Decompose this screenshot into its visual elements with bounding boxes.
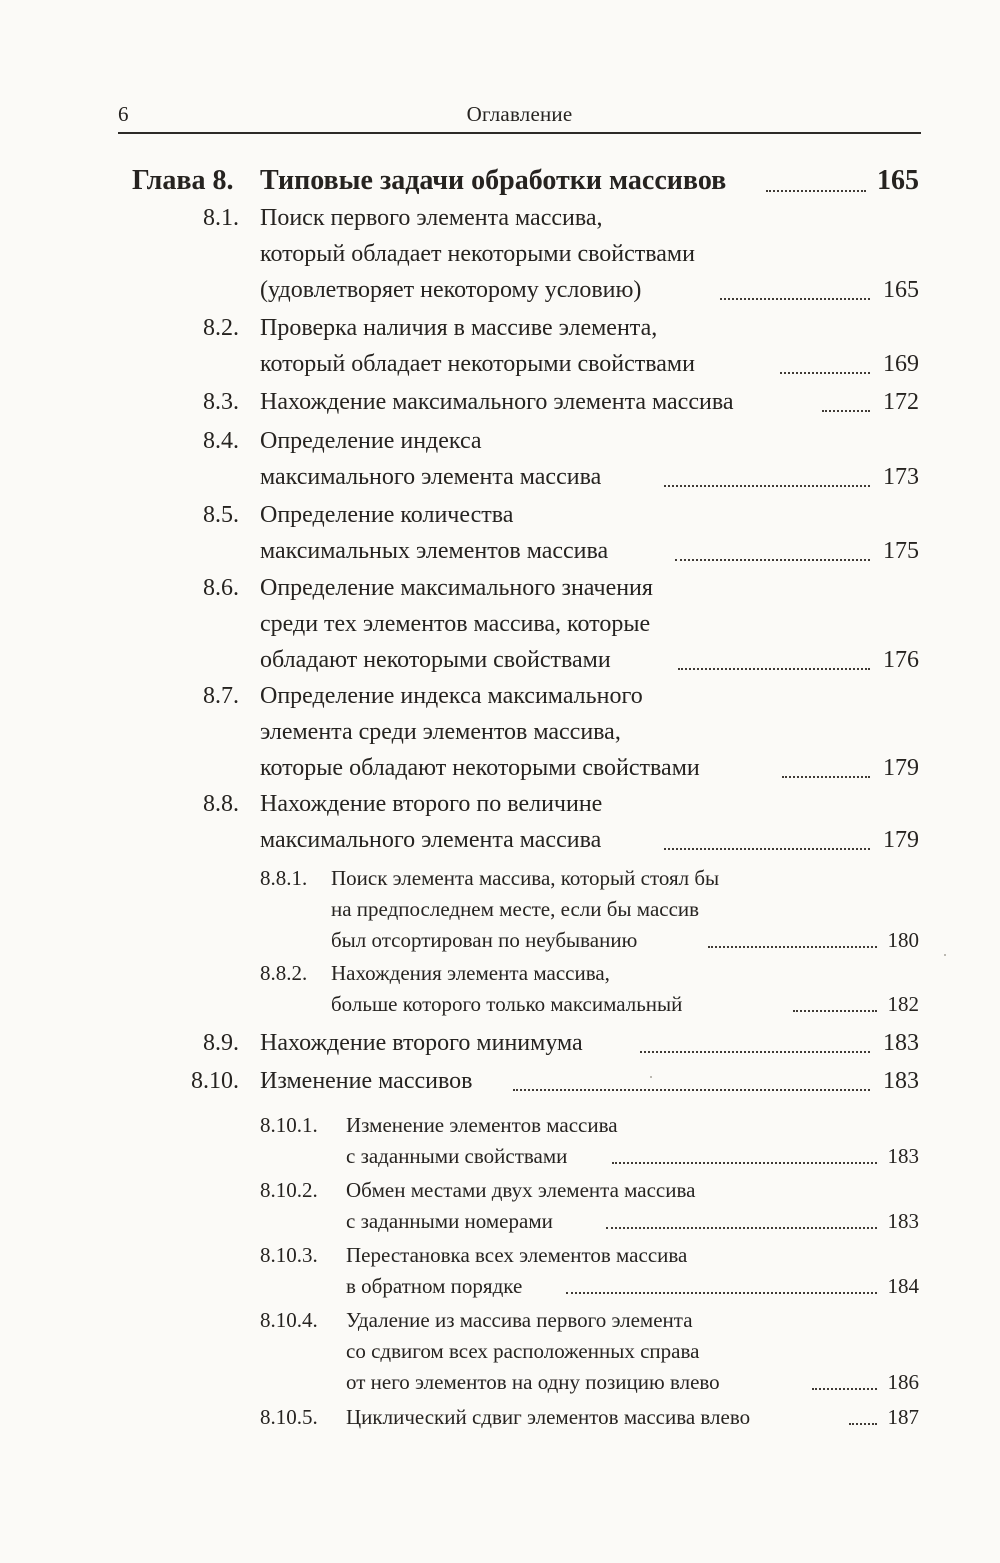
entry-page: 183 bbox=[883, 1030, 919, 1056]
toc-entry-8-10-5[interactable] bbox=[0, 1405, 1000, 1435]
entry-number: 8.10.5. bbox=[260, 1405, 318, 1429]
entry-line: максимального элемента массива bbox=[260, 464, 602, 490]
entry-page: 180 bbox=[887, 928, 919, 952]
entry-line: Определение индекса bbox=[260, 428, 482, 454]
entry-number: 8.4. bbox=[203, 428, 239, 454]
entry-line: который обладает некоторыми свойствами bbox=[260, 351, 695, 377]
entry-line: Определение индекса максимального bbox=[260, 683, 643, 709]
entry-number: 8.7. bbox=[203, 683, 239, 709]
toc-entry-8-5[interactable] bbox=[0, 502, 1000, 572]
toc-entry-8-10[interactable] bbox=[0, 1068, 1000, 1102]
toc-entry-8-8-1[interactable] bbox=[0, 866, 1000, 958]
toc-entry-8-2[interactable] bbox=[0, 315, 1000, 385]
entry-leader bbox=[822, 410, 870, 412]
entry-page: 176 bbox=[883, 647, 919, 673]
entry-leader bbox=[782, 776, 870, 778]
entry-line: Изменение массивов bbox=[260, 1068, 473, 1094]
entry-page: 184 bbox=[887, 1274, 919, 1298]
entry-number: 8.3. bbox=[203, 389, 239, 415]
toc-entry-8-8-2[interactable] bbox=[0, 961, 1000, 1021]
entry-leader bbox=[566, 1292, 877, 1294]
entry-leader bbox=[664, 848, 870, 850]
entry-leader bbox=[664, 485, 870, 487]
entry-number: 8.8.2. bbox=[260, 961, 308, 985]
toc-entry-8-10-4[interactable] bbox=[0, 1308, 1000, 1400]
toc-entry-8-6[interactable] bbox=[0, 575, 1000, 680]
entry-line: от него элементов на одну позицию влево bbox=[346, 1370, 720, 1394]
page-number: 6 bbox=[118, 102, 129, 126]
entry-line: в обратном порядке bbox=[346, 1274, 523, 1298]
entry-line: среди тех элементов массива, которые bbox=[260, 611, 651, 637]
entry-number: 8.9. bbox=[203, 1030, 239, 1056]
paper-speck bbox=[944, 954, 946, 956]
entry-page: 169 bbox=[883, 351, 919, 377]
entry-number: 8.10. bbox=[191, 1068, 239, 1094]
entry-line: Удаление из массива первого элемента bbox=[346, 1308, 693, 1332]
entry-line: больше которого только максимальный bbox=[331, 992, 683, 1016]
entry-page: 179 bbox=[883, 755, 919, 781]
chapter-label: Глава 8. bbox=[132, 165, 234, 196]
toc-entry-8-7[interactable] bbox=[0, 683, 1000, 788]
paper-speck bbox=[650, 1076, 652, 1078]
toc-entry-8-9[interactable] bbox=[0, 1030, 1000, 1064]
entry-leader bbox=[708, 946, 877, 948]
entry-page: 187 bbox=[887, 1405, 919, 1429]
entry-number: 8.10.2. bbox=[260, 1178, 318, 1202]
entry-line: максимального элемента массива bbox=[260, 827, 602, 853]
entry-line: обладают некоторыми свойствами bbox=[260, 647, 611, 673]
entry-line: Изменение элементов массива bbox=[346, 1113, 618, 1137]
entry-page: 165 bbox=[883, 277, 919, 303]
entry-page: 172 bbox=[883, 389, 919, 415]
toc-entry-8-10-3[interactable] bbox=[0, 1243, 1000, 1303]
entry-line: Циклический сдвиг элементов массива влево bbox=[346, 1405, 751, 1429]
entry-leader bbox=[612, 1162, 877, 1164]
toc-entry-8-8[interactable] bbox=[0, 791, 1000, 861]
entry-line: Проверка наличия в массиве элемента, bbox=[260, 315, 658, 341]
entry-leader bbox=[675, 559, 870, 561]
toc-entry-8-10-1[interactable] bbox=[0, 1113, 1000, 1173]
entry-page: 183 bbox=[887, 1144, 919, 1168]
running-head: Оглавление bbox=[466, 102, 573, 126]
toc-entry-8-10-2[interactable] bbox=[0, 1178, 1000, 1238]
entry-page: 183 bbox=[883, 1068, 919, 1094]
entry-number: 8.10.3. bbox=[260, 1243, 318, 1267]
entry-number: 8.8.1. bbox=[260, 866, 308, 890]
entry-page: 179 bbox=[883, 827, 919, 853]
entry-line: Определение максимального значения bbox=[260, 575, 653, 601]
entry-number: 8.1. bbox=[203, 205, 239, 231]
entry-page: 183 bbox=[887, 1209, 919, 1233]
toc-entry-8-4[interactable] bbox=[0, 428, 1000, 498]
entry-number: 8.10.1. bbox=[260, 1113, 318, 1137]
entry-page: 186 bbox=[887, 1370, 919, 1394]
entry-line: Поиск первого элемента массива, bbox=[260, 205, 603, 231]
entry-line: с заданными свойствами bbox=[346, 1144, 568, 1168]
chapter-leader bbox=[766, 190, 866, 192]
chapter-page: 165 bbox=[877, 165, 919, 196]
entry-page: 175 bbox=[883, 538, 919, 564]
entry-line: которые обладают некоторыми свойствами bbox=[260, 755, 700, 781]
entry-line: с заданными номерами bbox=[346, 1209, 553, 1233]
chapter-title: Типовые задачи обработки массивов bbox=[260, 165, 727, 196]
entry-line: со сдвигом всех расположенных справа bbox=[346, 1339, 700, 1363]
entry-line: (удовлетворяет некоторому условию) bbox=[260, 277, 642, 303]
entry-leader bbox=[678, 668, 870, 670]
entry-leader bbox=[720, 298, 870, 300]
entry-line: Обмен местами двух элемента массива bbox=[346, 1178, 696, 1202]
entry-leader bbox=[640, 1051, 870, 1053]
entry-number: 8.8. bbox=[203, 791, 239, 817]
entry-number: 8.2. bbox=[203, 315, 239, 341]
entry-leader bbox=[793, 1010, 877, 1012]
toc-entry-8-3[interactable] bbox=[0, 389, 1000, 423]
entry-leader bbox=[513, 1089, 870, 1091]
entry-line: Нахождение второго минимума bbox=[260, 1030, 583, 1056]
entry-page: 173 bbox=[883, 464, 919, 490]
entry-line: Поиск элемента массива, который стоял бы bbox=[331, 866, 720, 890]
entry-leader bbox=[606, 1227, 877, 1229]
toc-entry-8-1[interactable] bbox=[0, 205, 1000, 310]
entry-line: был отсортирован по неубыванию bbox=[331, 928, 638, 952]
entry-page: 182 bbox=[887, 992, 919, 1016]
entry-line: максимальных элементов массива bbox=[260, 538, 609, 564]
entry-line: Нахождения элемента массива, bbox=[331, 961, 610, 985]
entry-line: Нахождение второго по величине bbox=[260, 791, 603, 817]
entry-line: который обладает некоторыми свойствами bbox=[260, 241, 695, 267]
entry-line: Нахождение максимального элемента массива bbox=[260, 389, 734, 415]
entry-line: элемента среди элементов массива, bbox=[260, 719, 621, 745]
entry-line: Перестановка всех элементов массива bbox=[346, 1243, 688, 1267]
entry-leader bbox=[812, 1388, 877, 1390]
entry-line: на предпоследнем месте, если бы массив bbox=[331, 897, 700, 921]
entry-number: 8.6. bbox=[203, 575, 239, 601]
entry-number: 8.5. bbox=[203, 502, 239, 528]
entry-leader bbox=[780, 372, 870, 374]
entry-line: Определение количества bbox=[260, 502, 514, 528]
chapter-entry[interactable] bbox=[0, 165, 1000, 207]
entry-leader bbox=[849, 1423, 877, 1425]
entry-number: 8.10.4. bbox=[260, 1308, 318, 1332]
